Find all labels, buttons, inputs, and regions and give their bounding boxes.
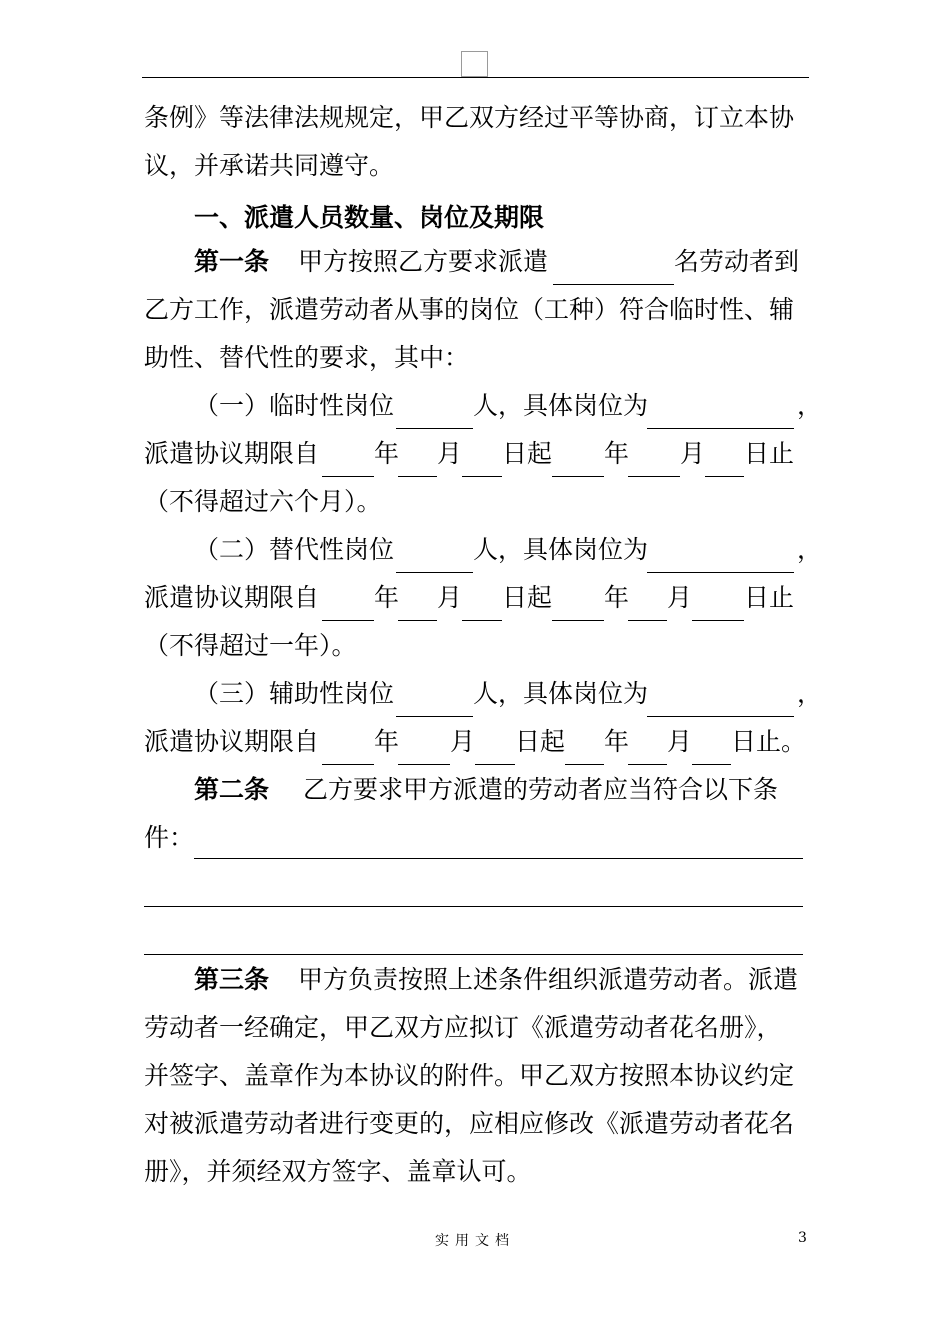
blank-start-month[interactable] <box>398 620 437 621</box>
text: 甲方按照乙方要求派遣 <box>298 247 549 276</box>
text: 派遣协议期限自 <box>144 439 320 468</box>
text: 日起 <box>515 727 566 756</box>
text: 年 <box>604 583 630 612</box>
article-2-label: 第二条 <box>194 775 270 804</box>
text: 乙方工作，派遣劳动者从事的岗位（工种）符合临时性、辅 <box>144 295 795 324</box>
text: 劳动者一经确定，甲乙双方应拟订《派遣劳动者花名册》， <box>144 1013 782 1042</box>
blank-people[interactable] <box>396 428 473 429</box>
text: ， <box>797 679 823 708</box>
text: 人，具体岗位为 <box>473 679 649 708</box>
text: 日起 <box>502 583 553 612</box>
blank-position[interactable] <box>647 572 794 573</box>
text: （二）替代性岗位 <box>194 535 395 564</box>
blank-start-year[interactable] <box>322 476 374 477</box>
text: 对被派遣劳动者进行变更的，应相应修改《派遣劳动者花名 <box>144 1109 795 1138</box>
text: 册》，并须经双方签字、盖章认可。 <box>144 1157 532 1186</box>
text: 年 <box>374 727 400 756</box>
text: 年 <box>374 583 400 612</box>
blank-end-month[interactable] <box>628 476 680 477</box>
text: 人，具体岗位为 <box>473 535 649 564</box>
text: 并签字、盖章作为本协议的附件。甲乙双方按照本协议约定 <box>144 1061 795 1090</box>
blank-worker-count[interactable] <box>553 284 674 285</box>
text: 件： <box>144 823 195 852</box>
text: 月 <box>437 583 463 612</box>
text: ， <box>797 535 823 564</box>
text: 条例》等法律法规规定，甲乙双方经过平等协商，订立本协 <box>144 103 795 132</box>
blank-start-month[interactable] <box>398 476 437 477</box>
text: 月 <box>437 439 463 468</box>
header-box <box>461 51 488 77</box>
text: （不得超过一年）。 <box>144 631 357 660</box>
blank-end-year[interactable] <box>552 476 604 477</box>
blank-position[interactable] <box>647 428 794 429</box>
blank-position[interactable] <box>647 716 794 717</box>
text: 日止。 <box>731 727 807 756</box>
section-title-text: 一、派遣人员数量、岗位及期限 <box>194 203 545 232</box>
text: 日止 <box>744 439 795 468</box>
text: 名劳动者到 <box>674 247 800 276</box>
text: 甲方负责按照上述条件组织派遣劳动者。派遣 <box>298 965 799 994</box>
text: 月 <box>450 727 476 756</box>
text: 议，并承诺共同遵守。 <box>144 151 395 180</box>
blank-conditions-3[interactable] <box>144 954 803 955</box>
text: （三）辅助性岗位 <box>194 679 395 708</box>
page-number: 3 <box>798 1230 807 1246</box>
blank-end-day[interactable] <box>692 620 744 621</box>
footer-label: 实用文档 <box>435 1233 515 1249</box>
blank-end-day[interactable] <box>692 764 731 765</box>
article-3-label: 第三条 <box>194 965 270 994</box>
text: 年 <box>604 439 630 468</box>
text: 日起 <box>502 439 553 468</box>
blank-start-day[interactable] <box>475 764 515 765</box>
blank-end-year[interactable] <box>552 620 604 621</box>
blank-conditions-2[interactable] <box>144 906 803 907</box>
blank-start-day[interactable] <box>462 620 502 621</box>
text: 派遣协议期限自 <box>144 583 320 612</box>
blank-end-month[interactable] <box>628 764 667 765</box>
blank-start-day[interactable] <box>462 476 502 477</box>
text: 年 <box>374 439 400 468</box>
text: 月 <box>680 439 706 468</box>
text: （不得超过六个月）。 <box>144 487 382 516</box>
blank-people[interactable] <box>396 716 473 717</box>
text: 乙方要求甲方派遣的劳动者应当符合以下条 <box>303 775 779 804</box>
text: 月 <box>667 727 693 756</box>
text: 日止 <box>744 583 795 612</box>
text: 年 <box>604 727 630 756</box>
blank-start-month[interactable] <box>398 764 450 765</box>
text: 派遣协议期限自 <box>144 727 320 756</box>
blank-start-year[interactable] <box>322 764 374 765</box>
blank-end-day[interactable] <box>705 476 744 477</box>
blank-start-year[interactable] <box>322 620 374 621</box>
text: （一）临时性岗位 <box>194 391 395 420</box>
text: 人，具体岗位为 <box>473 391 649 420</box>
text: 助性、替代性的要求，其中： <box>144 343 470 372</box>
header-rule <box>142 77 809 78</box>
text: ， <box>797 391 823 420</box>
article-1-label: 第一条 <box>194 247 270 276</box>
blank-people[interactable] <box>396 572 473 573</box>
blank-conditions-1[interactable] <box>194 858 803 859</box>
blank-end-month[interactable] <box>628 620 667 621</box>
blank-end-year[interactable] <box>565 764 604 765</box>
text: 月 <box>667 583 693 612</box>
